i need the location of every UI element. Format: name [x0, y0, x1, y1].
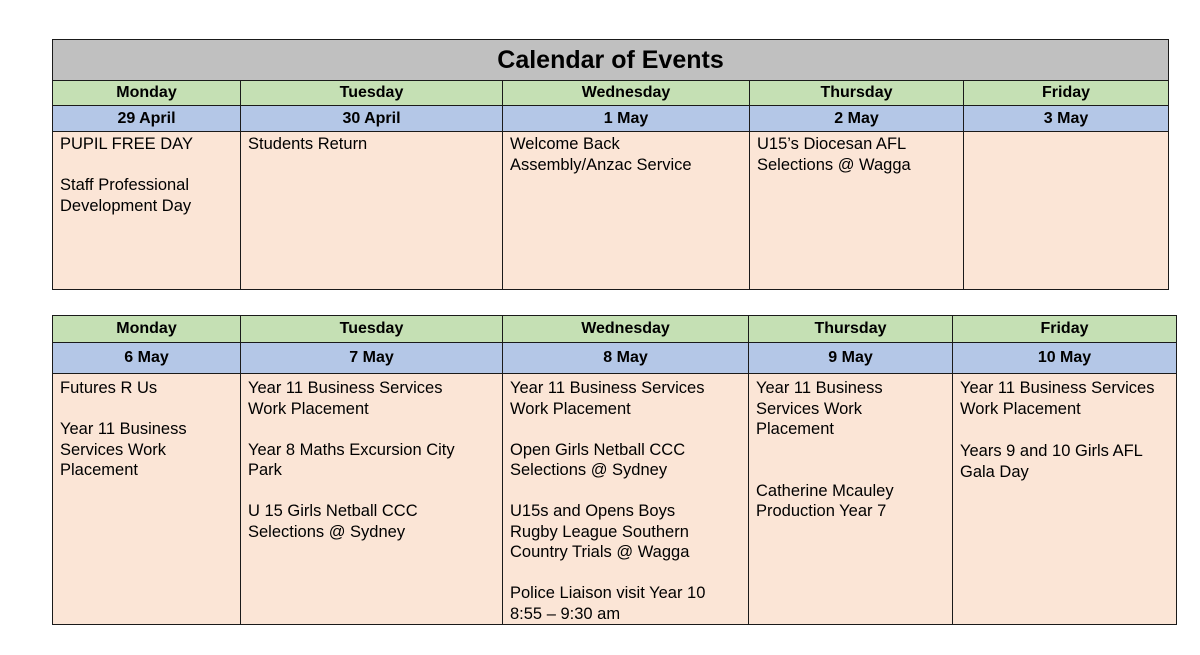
events-cell-friday [964, 132, 1169, 290]
event-item: Year 8 Maths Excursion City Park [248, 440, 455, 479]
calendar-table-week-1 [52, 39, 1169, 290]
event-item: U15’s Diocesan AFL Selections @ Wagga [757, 135, 911, 174]
day-header-friday: Friday [953, 316, 1177, 343]
event-item: Year 11 Business Services Work Placement [60, 420, 187, 479]
event-item: Staff Professional Development Day [60, 176, 192, 215]
events-cell-friday [953, 374, 1177, 625]
events-cell-thursday [750, 132, 964, 290]
calendar-title: Calendar of Events [53, 40, 1169, 81]
day-header-tuesday: Tuesday [241, 316, 503, 343]
day-header-wednesday: Wednesday [503, 316, 749, 343]
events-cell-tuesday [241, 132, 503, 290]
date-cell: 2 May [750, 106, 964, 132]
day-header-wednesday: Wednesday [503, 81, 750, 106]
events-cell-monday [53, 132, 241, 290]
calendar-table-week-2 [52, 315, 1177, 625]
events-cell-wednesday [503, 132, 750, 290]
event-item: Year 11 Business Services Work Placement [756, 379, 883, 438]
date-cell: 8 May [503, 343, 749, 374]
event-item: Welcome Back Assembly/Anzac Service [510, 135, 692, 174]
date-cell: 1 May [503, 106, 750, 132]
event-item: Catherine Mcauley Production Year 7 [756, 481, 894, 520]
events-cell-monday [53, 374, 241, 625]
event-item: U 15 Girls Netball CCC Selections @ Sydney [248, 502, 418, 541]
event-item: U15s and Opens Boys Rugby League Southern Country Trials @ Wagga [510, 502, 690, 561]
date-cell: 7 May [241, 343, 503, 374]
date-cell: 6 May [53, 343, 241, 374]
event-item: Police Liaison visit Year 10 8:55 – 9:30 am [510, 584, 706, 623]
event-item: Year 11 Business Services Work Placement [248, 379, 443, 418]
event-item: Futures R Us [60, 379, 158, 397]
day-header-thursday: Thursday [749, 316, 953, 343]
date-cell: 29 April [53, 106, 241, 132]
day-header-monday: Monday [53, 81, 241, 106]
event-item: Year 11 Business Services Work Placement [960, 379, 1155, 418]
event-item: Students Return [248, 135, 368, 153]
date-cell: 10 May [953, 343, 1177, 374]
date-cell: 3 May [964, 106, 1169, 132]
date-cell: 30 April [241, 106, 503, 132]
events-cell-thursday [749, 374, 953, 625]
event-item: PUPIL FREE DAY [60, 135, 193, 153]
date-cell: 9 May [749, 343, 953, 374]
events-cell-wednesday [503, 374, 749, 625]
event-item: Years 9 and 10 Girls AFL Gala Day [960, 442, 1143, 481]
day-header-monday: Monday [53, 316, 241, 343]
day-header-tuesday: Tuesday [241, 81, 503, 106]
events-cell-tuesday [241, 374, 503, 625]
day-header-friday: Friday [964, 81, 1169, 106]
event-item: Open Girls Netball CCC Selections @ Sydney [510, 440, 686, 479]
day-header-thursday: Thursday [750, 81, 964, 106]
event-item: Year 11 Business Services Work Placement [510, 379, 705, 418]
